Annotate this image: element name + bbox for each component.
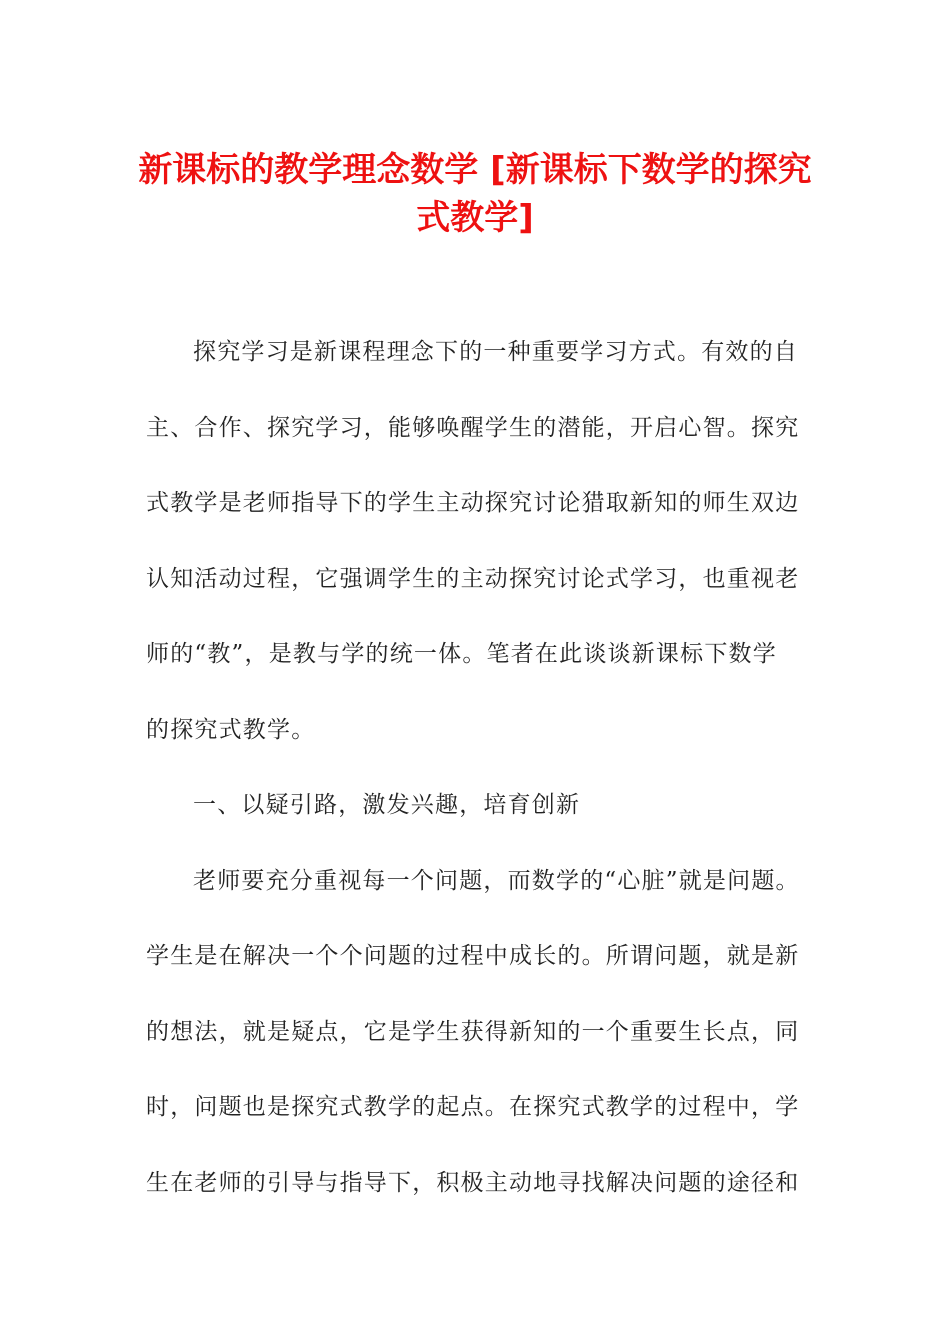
paragraph-1-line-2: 主、合作、探究学习，能够唤醒学生的潜能，开启心智。探究 <box>146 414 800 441</box>
paragraph-1-line-1: 探究学习是新课程理念下的一种重要学习方式。有效的自 <box>193 339 798 365</box>
title-line-2: 式教学] <box>416 198 534 238</box>
paragraph-1-line-3: 式教学是老师指导下的学生主动探究讨论猎取新知的师生双边 <box>146 490 800 516</box>
paragraph-2-line-1: 老师要充分重视每一个问题，而数学的“心脏”就是问题。 <box>193 867 800 894</box>
paragraph-2-line-2: 学生是在解决一个个问题的过程中成长的。所谓问题，就是新 <box>146 943 800 969</box>
paragraph-1-line-6: 的探究式教学。 <box>146 716 316 743</box>
title-line-1: 新课标的教学理念数学 [新课标下数学的探究 <box>138 150 812 190</box>
document-body <box>146 320 826 1226</box>
document-title <box>120 146 830 242</box>
section-heading-1: 一、以疑引路，激发兴趣，培育创新 <box>193 792 581 818</box>
paragraph-1-line-5: 师的“教”，是教与学的统一体。笔者在此谈谈新课标下数学 <box>146 641 777 667</box>
paragraph-2-line-5: 生在老师的引导与指导下，积极主动地寻找解决问题的途径和 <box>146 1169 800 1196</box>
paragraph-2-line-4: 时，问题也是探究式教学的起点。在探究式教学的过程中，学 <box>146 1094 800 1120</box>
paragraph-2-line-3: 的想法，就是疑点，它是学生获得新知的一个重要生长点，同 <box>146 1018 800 1045</box>
paragraph-1-line-4: 认知活动过程，它强调学生的主动探究讨论式学习，也重视老 <box>146 565 800 592</box>
